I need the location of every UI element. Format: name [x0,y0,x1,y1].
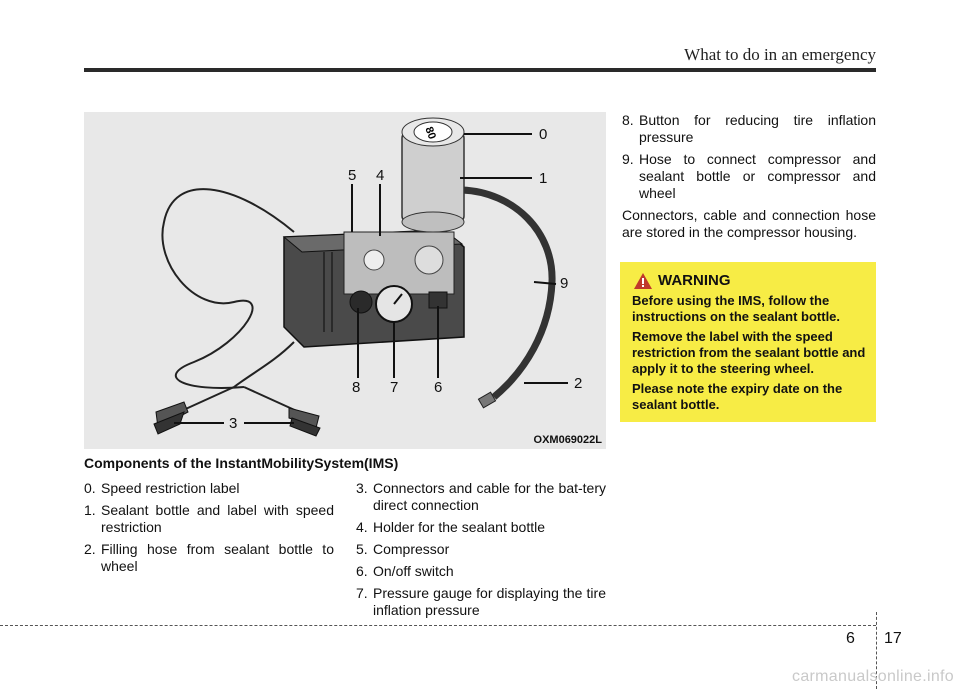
list-item: 7. Pressure gauge for displaying the tire inflation pressure [356,585,606,618]
warning-paragraph: Please note the expiry date on the sealant bottle. [632,381,843,412]
header-rule [84,68,876,72]
warning-box [620,262,876,422]
warning-paragraph: Remove the label with the speed restriction from the sealant bottle and apply it to the steering wheel. [632,329,866,376]
filling-hose [462,190,552,397]
component-list-left [84,480,334,580]
callout-6: 6 [434,379,443,396]
storage-note: Connectors, cable and connection hose are stored in the compressor housing. [622,207,876,240]
section-title: What to do in an emergency [684,45,876,64]
page-number: 17 [884,630,902,647]
callout-3: 3 [229,415,238,432]
list-item: 8. Button for reducing tire inflation pressure [622,112,876,145]
warning-heading [634,272,868,289]
list-item: 2. Filling hose from sealant bottle to wheel [84,541,334,574]
warning-triangle-icon [634,273,652,289]
figure-caption: Components of the InstantMobilitySystem(IMS) [84,455,399,471]
list-item: 3. Connectors and cable for the bat-tery direct connection [356,480,606,513]
callout-8: 8 [352,379,361,396]
footer-rule [0,625,876,626]
section-number: 6 [846,630,855,647]
list-item: 5. Compressor [356,541,450,557]
callout-9: 9 [560,275,569,292]
list-item: 9. Hose to connect compressor and sealant bottle or compressor and wheel [622,151,876,201]
callout-0: 0 [539,126,548,143]
callout-7: 7 [390,379,399,396]
warning-title: WARNING [658,272,731,289]
list-item: 4. Holder for the sealant bottle [356,519,545,535]
list-item: 1. Sealant bottle and label with speed restriction [84,502,334,535]
list-item: 0. Speed restriction label [84,480,240,496]
sealant-bottle [402,118,464,232]
ims-drawing [84,112,606,449]
gauge-text-80: 80 [422,125,438,141]
ims-illustration [84,112,606,449]
warning-paragraph: Before using the IMS, follow the instructions on the sealant bottle. [632,293,841,324]
clamp-left [154,402,188,434]
callout-2: 2 [574,375,583,392]
component-list-right [622,112,876,246]
component-list-middle [356,480,606,624]
callout-1: 1 [539,170,548,187]
callout-4: 4 [376,167,385,184]
figure-code: OXM069022L [533,434,602,446]
callout-5: 5 [348,167,357,184]
watermark: carmanualsonline.info [792,668,954,685]
list-item: 6. On/off switch [356,563,454,579]
